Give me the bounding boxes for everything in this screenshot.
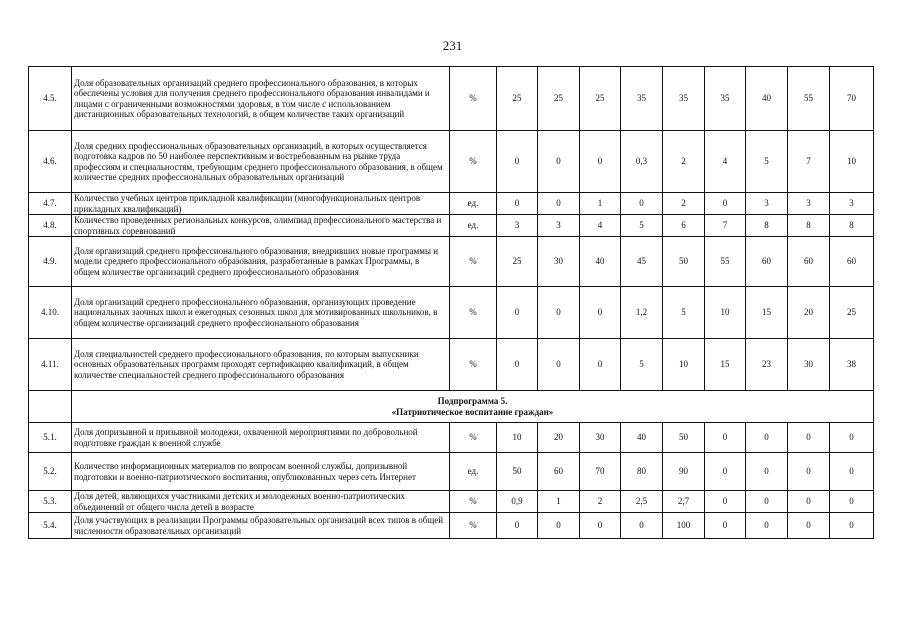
- value-cell: 90: [663, 453, 705, 491]
- value-cell: 0: [705, 513, 746, 539]
- value-cell: 60: [830, 237, 874, 287]
- value-cell: 0: [621, 193, 663, 215]
- value-cell: 0: [705, 453, 746, 491]
- value-cell: 2,5: [621, 491, 663, 513]
- value-cell: 80: [621, 453, 663, 491]
- value-cell: 0: [788, 453, 830, 491]
- value-cell: 5: [621, 339, 663, 391]
- unit-cell: %: [450, 67, 497, 131]
- indicator-name: Доля участвующих в реализации Программы образовательных организаций всех типов в общей численности образовательных организаций: [72, 513, 450, 539]
- value-cell: 5: [621, 215, 663, 237]
- value-cell: 0: [788, 513, 830, 539]
- table-row: [29, 453, 874, 491]
- value-cell: 30: [538, 237, 580, 287]
- row-number: 4.8.: [29, 215, 72, 237]
- table-row: [29, 237, 874, 287]
- table-row: [29, 513, 874, 539]
- value-cell: 35: [663, 67, 705, 131]
- value-cell: 60: [538, 453, 580, 491]
- value-cell: 2: [663, 193, 705, 215]
- unit-cell: ед.: [450, 453, 497, 491]
- value-cell: 0: [746, 453, 788, 491]
- value-cell: 15: [705, 339, 746, 391]
- value-cell: 3: [746, 193, 788, 215]
- value-cell: 7: [705, 215, 746, 237]
- table-row: [29, 193, 874, 215]
- value-cell: 0: [621, 513, 663, 539]
- value-cell: 0: [830, 453, 874, 491]
- row-number: 4.11.: [29, 339, 72, 391]
- value-cell: 0,3: [621, 131, 663, 193]
- unit-cell: ед.: [450, 215, 497, 237]
- value-cell: 3: [788, 193, 830, 215]
- value-cell: 0: [705, 423, 746, 453]
- subprogram-title: [72, 391, 874, 423]
- value-cell: 100: [663, 513, 705, 539]
- indicator-name: Количество учебных центров прикладной квалификации (многофункциональных центров прикладных квалификаций): [72, 193, 450, 215]
- value-cell: 3: [497, 215, 538, 237]
- value-cell: 10: [705, 287, 746, 339]
- value-cell: 20: [788, 287, 830, 339]
- value-cell: 0: [705, 193, 746, 215]
- value-cell: 60: [746, 237, 788, 287]
- value-cell: 40: [580, 237, 621, 287]
- value-cell: 0: [580, 131, 621, 193]
- indicator-name: Доля организаций среднего профессионального образования, организующих проведение национальных заочных школ и ежегодных сезонных школ для мотивированных школьников, в общем количестве организаций среднего профессионального образования: [72, 287, 450, 339]
- value-cell: 0: [497, 131, 538, 193]
- value-cell: 0: [538, 193, 580, 215]
- value-cell: 8: [746, 215, 788, 237]
- value-cell: 38: [830, 339, 874, 391]
- unit-cell: ед.: [450, 193, 497, 215]
- value-cell: 55: [705, 237, 746, 287]
- value-cell: 0: [538, 339, 580, 391]
- table-row: [29, 423, 874, 453]
- value-cell: 35: [705, 67, 746, 131]
- value-cell: 20: [538, 423, 580, 453]
- value-cell: 40: [746, 67, 788, 131]
- subprogram-header-row: [29, 391, 874, 423]
- value-cell: 3: [830, 193, 874, 215]
- value-cell: 2,7: [663, 491, 705, 513]
- table-row: [29, 339, 874, 391]
- subprogram-number: Подпрограмма 5.: [437, 396, 508, 407]
- value-cell: 50: [497, 453, 538, 491]
- row-number: 5.2.: [29, 453, 72, 491]
- value-cell: 25: [538, 67, 580, 131]
- value-cell: 0,9: [497, 491, 538, 513]
- value-cell: 4: [705, 131, 746, 193]
- value-cell: 50: [663, 423, 705, 453]
- value-cell: 0: [705, 491, 746, 513]
- row-number: 4.9.: [29, 237, 72, 287]
- value-cell: 1: [580, 193, 621, 215]
- value-cell: 5: [746, 131, 788, 193]
- indicator-name: Доля средних профессиональных образовательных организаций, в которых осуществляется подготовка кадров по 50 наиболее перспективным и востребованным на рынке труда профессиям и специальностям, требующим среднего профессионального образования, в общем количестве средних профессиональных образовательных организаций: [72, 131, 450, 193]
- table-row: [29, 287, 874, 339]
- value-cell: 0: [788, 423, 830, 453]
- value-cell: 7: [788, 131, 830, 193]
- value-cell: 4: [580, 215, 621, 237]
- value-cell: 6: [663, 215, 705, 237]
- value-cell: 0: [830, 513, 874, 539]
- value-cell: 55: [788, 67, 830, 131]
- value-cell: 3: [538, 215, 580, 237]
- value-cell: 0: [497, 287, 538, 339]
- value-cell: 15: [746, 287, 788, 339]
- indicator-name: Количество информационных материалов по вопросам военной службы, допризывной подготовки и военно-патриотического воспитания, опубликованных через сеть Интернет: [72, 453, 450, 491]
- value-cell: 25: [497, 237, 538, 287]
- value-cell: 10: [663, 339, 705, 391]
- value-cell: 35: [621, 67, 663, 131]
- value-cell: 0: [830, 423, 874, 453]
- row-number: 5.3.: [29, 491, 72, 513]
- page-number: 231: [442, 38, 463, 53]
- value-cell: 0: [746, 491, 788, 513]
- unit-cell: %: [450, 287, 497, 339]
- table-row: [29, 215, 874, 237]
- value-cell: 0: [497, 339, 538, 391]
- table-row: [29, 131, 874, 193]
- empty-cell: [29, 391, 72, 423]
- value-cell: 0: [788, 491, 830, 513]
- value-cell: 5: [663, 287, 705, 339]
- indicators-table: [28, 66, 874, 539]
- unit-cell: %: [450, 513, 497, 539]
- value-cell: 0: [580, 339, 621, 391]
- row-number: 4.5.: [29, 67, 72, 131]
- unit-cell: %: [450, 491, 497, 513]
- value-cell: 60: [788, 237, 830, 287]
- value-cell: 10: [497, 423, 538, 453]
- value-cell: 0: [538, 131, 580, 193]
- value-cell: 0: [538, 513, 580, 539]
- indicator-name: Доля допризывной и призывной молодежи, охваченной мероприятиями по добровольной подготовке граждан к военной службе: [72, 423, 450, 453]
- value-cell: 0: [538, 287, 580, 339]
- value-cell: 2: [663, 131, 705, 193]
- table-row: [29, 67, 874, 131]
- value-cell: 30: [788, 339, 830, 391]
- value-cell: 0: [580, 513, 621, 539]
- value-cell: 50: [663, 237, 705, 287]
- indicator-name: Количество проведенных региональных конкурсов, олимпиад профессионального мастерства и спортивных соревнований: [72, 215, 450, 237]
- unit-cell: %: [450, 131, 497, 193]
- table-row: [29, 491, 874, 513]
- indicator-name: Доля детей, являющихся участниками детских и молодежных военно-патриотических объединений от общего числа детей в возрасте: [72, 491, 450, 513]
- row-number: 4.6.: [29, 131, 72, 193]
- value-cell: 0: [497, 513, 538, 539]
- row-number: 5.4.: [29, 513, 72, 539]
- value-cell: 30: [580, 423, 621, 453]
- row-number: 4.10.: [29, 287, 72, 339]
- value-cell: 0: [497, 193, 538, 215]
- indicator-name: Доля специальностей среднего профессионального образования, по которым выпускники основных образовательных программ проходят сертификацию квалификаций, в общем количестве специальностей среднего профессионального образования: [72, 339, 450, 391]
- value-cell: 0: [746, 513, 788, 539]
- value-cell: 8: [830, 215, 874, 237]
- unit-cell: %: [450, 339, 497, 391]
- row-number: 5.1.: [29, 423, 72, 453]
- value-cell: 0: [746, 423, 788, 453]
- subprogram-name: «Патриотическое воспитание граждан»: [391, 406, 554, 417]
- row-number: 4.7.: [29, 193, 72, 215]
- indicator-name: Доля образовательных организаций среднего профессионального образования, в которых обеспечены условия для получения среднего профессионального образования инвалидами и лицами с ограниченными возможностями здоровья, в том числе с использованием дистанционных образовательных технологий, в общем количестве таких организаций: [72, 67, 450, 131]
- value-cell: 2: [580, 491, 621, 513]
- value-cell: 23: [746, 339, 788, 391]
- value-cell: 8: [788, 215, 830, 237]
- value-cell: 70: [830, 67, 874, 131]
- value-cell: 25: [830, 287, 874, 339]
- value-cell: 10: [830, 131, 874, 193]
- value-cell: 70: [580, 453, 621, 491]
- value-cell: 1,2: [621, 287, 663, 339]
- value-cell: 40: [621, 423, 663, 453]
- value-cell: 45: [621, 237, 663, 287]
- value-cell: 25: [497, 67, 538, 131]
- unit-cell: %: [450, 423, 497, 453]
- unit-cell: %: [450, 237, 497, 287]
- value-cell: 25: [580, 67, 621, 131]
- value-cell: 0: [830, 491, 874, 513]
- indicator-name: Доля организаций среднего профессионального образования, внедривших новые программы и модели среднего профессионального образования, разработанные в рамках Программы, в общем количестве организаций среднего профессионального образования: [72, 237, 450, 287]
- value-cell: 0: [580, 287, 621, 339]
- value-cell: 1: [538, 491, 580, 513]
